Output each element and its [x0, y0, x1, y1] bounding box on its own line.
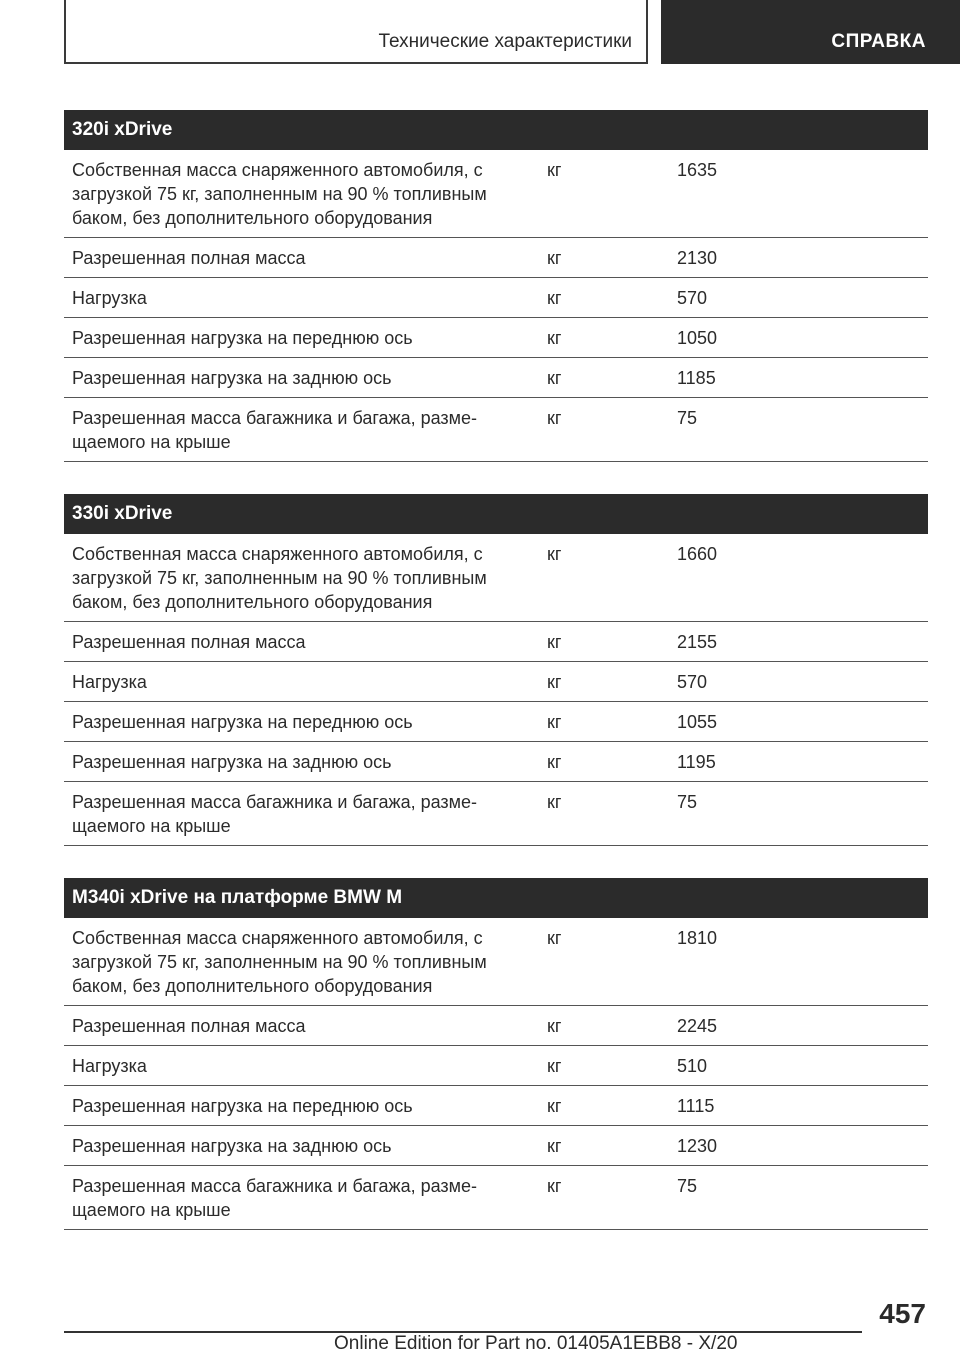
row-label: Разрешенная масса багажника и багажа, разме-щаемого на крыше: [64, 398, 539, 462]
header-chapter-title: СПРАВКА: [831, 31, 926, 52]
row-value: 1230: [669, 1126, 928, 1166]
row-label: Разрешенная нагрузка на переднюю ось: [64, 1086, 539, 1126]
row-label: Собственная масса снаряженного автомобиля, с загрузкой 75 кг, заполненным на 90 % топливным баком, без дополнительного оборудования: [64, 918, 539, 1006]
row-unit: кг: [539, 238, 669, 278]
row-value: 1195: [669, 742, 928, 782]
row-label: Разрешенная масса багажника и багажа, разме-щаемого на крыше: [64, 1166, 539, 1230]
header-chapter-tab: [661, 0, 960, 64]
table-row: [64, 398, 928, 462]
row-value: 75: [669, 1166, 928, 1230]
row-value: 2155: [669, 622, 928, 662]
row-label: Разрешенная полная масса: [64, 1006, 539, 1046]
row-value: 1810: [669, 918, 928, 1006]
row-unit: кг: [539, 1166, 669, 1230]
row-unit: кг: [539, 742, 669, 782]
row-unit: кг: [539, 918, 669, 1006]
table-row: [64, 702, 928, 742]
row-value: 1185: [669, 358, 928, 398]
row-label: Собственная масса снаряженного автомобиля, с загрузкой 75 кг, заполненным на 90 % топливным баком, без дополнительного оборудования: [64, 534, 539, 622]
table-row: [64, 278, 928, 318]
table-row: [64, 534, 928, 622]
row-label: Разрешенная нагрузка на заднюю ось: [64, 358, 539, 398]
table-row: [64, 358, 928, 398]
table-row: [64, 1166, 928, 1230]
row-unit: кг: [539, 358, 669, 398]
row-unit: кг: [539, 398, 669, 462]
table-row: [64, 1046, 928, 1086]
row-unit: кг: [539, 150, 669, 238]
row-unit: кг: [539, 1126, 669, 1166]
row-unit: кг: [539, 622, 669, 662]
row-unit: кг: [539, 1006, 669, 1046]
row-label: Нагрузка: [64, 662, 539, 702]
row-value: 570: [669, 662, 928, 702]
row-label: Нагрузка: [64, 1046, 539, 1086]
row-label: Разрешенная полная масса: [64, 238, 539, 278]
table-row: [64, 1006, 928, 1046]
table-row: [64, 782, 928, 846]
row-label: Разрешенная полная масса: [64, 622, 539, 662]
row-label: Разрешенная нагрузка на переднюю ось: [64, 702, 539, 742]
table-row: [64, 1086, 928, 1126]
table-title: 320i xDrive: [64, 110, 928, 150]
row-unit: кг: [539, 1046, 669, 1086]
table-row: [64, 318, 928, 358]
row-value: 2130: [669, 238, 928, 278]
row-value: 1050: [669, 318, 928, 358]
row-value: 510: [669, 1046, 928, 1086]
spec-table-m340i: [64, 878, 928, 1230]
row-unit: кг: [539, 782, 669, 846]
page-number: 457: [879, 1298, 926, 1329]
row-value: 1635: [669, 150, 928, 238]
row-unit: кг: [539, 318, 669, 358]
row-value: 2245: [669, 1006, 928, 1046]
row-label: Разрешенная нагрузка на заднюю ось: [64, 742, 539, 782]
table-row: [64, 1126, 928, 1166]
footer-edition: Online Edition for Part no. 01405A1EBB8 - X/20: [334, 1333, 738, 1354]
row-value: 570: [669, 278, 928, 318]
row-value: 1055: [669, 702, 928, 742]
table-row: [64, 662, 928, 702]
header-section-title: Технические характеристики: [378, 31, 632, 52]
row-label: Разрешенная нагрузка на заднюю ось: [64, 1126, 539, 1166]
row-label: Нагрузка: [64, 278, 539, 318]
spec-tables: [64, 110, 928, 1262]
row-label: Собственная масса снаряженного автомобиля, с загрузкой 75 кг, заполненным на 90 % топливным баком, без дополнительного оборудования: [64, 150, 539, 238]
row-value: 75: [669, 782, 928, 846]
table-row: [64, 622, 928, 662]
row-unit: кг: [539, 278, 669, 318]
table-row: [64, 238, 928, 278]
table-title: M340i xDrive на платформе BMW M: [64, 878, 928, 918]
spec-table-320i: [64, 110, 928, 462]
row-label: Разрешенная масса багажника и багажа, разме-щаемого на крыше: [64, 782, 539, 846]
table-row: [64, 918, 928, 1006]
row-value: 1660: [669, 534, 928, 622]
row-unit: кг: [539, 702, 669, 742]
row-label: Разрешенная нагрузка на переднюю ось: [64, 318, 539, 358]
row-unit: кг: [539, 1086, 669, 1126]
header-section-box: [64, 0, 648, 64]
spec-table-330i: [64, 494, 928, 846]
row-unit: кг: [539, 662, 669, 702]
row-value: 75: [669, 398, 928, 462]
row-value: 1115: [669, 1086, 928, 1126]
row-unit: кг: [539, 534, 669, 622]
table-row: [64, 742, 928, 782]
table-title: 330i xDrive: [64, 494, 928, 534]
table-row: [64, 150, 928, 238]
